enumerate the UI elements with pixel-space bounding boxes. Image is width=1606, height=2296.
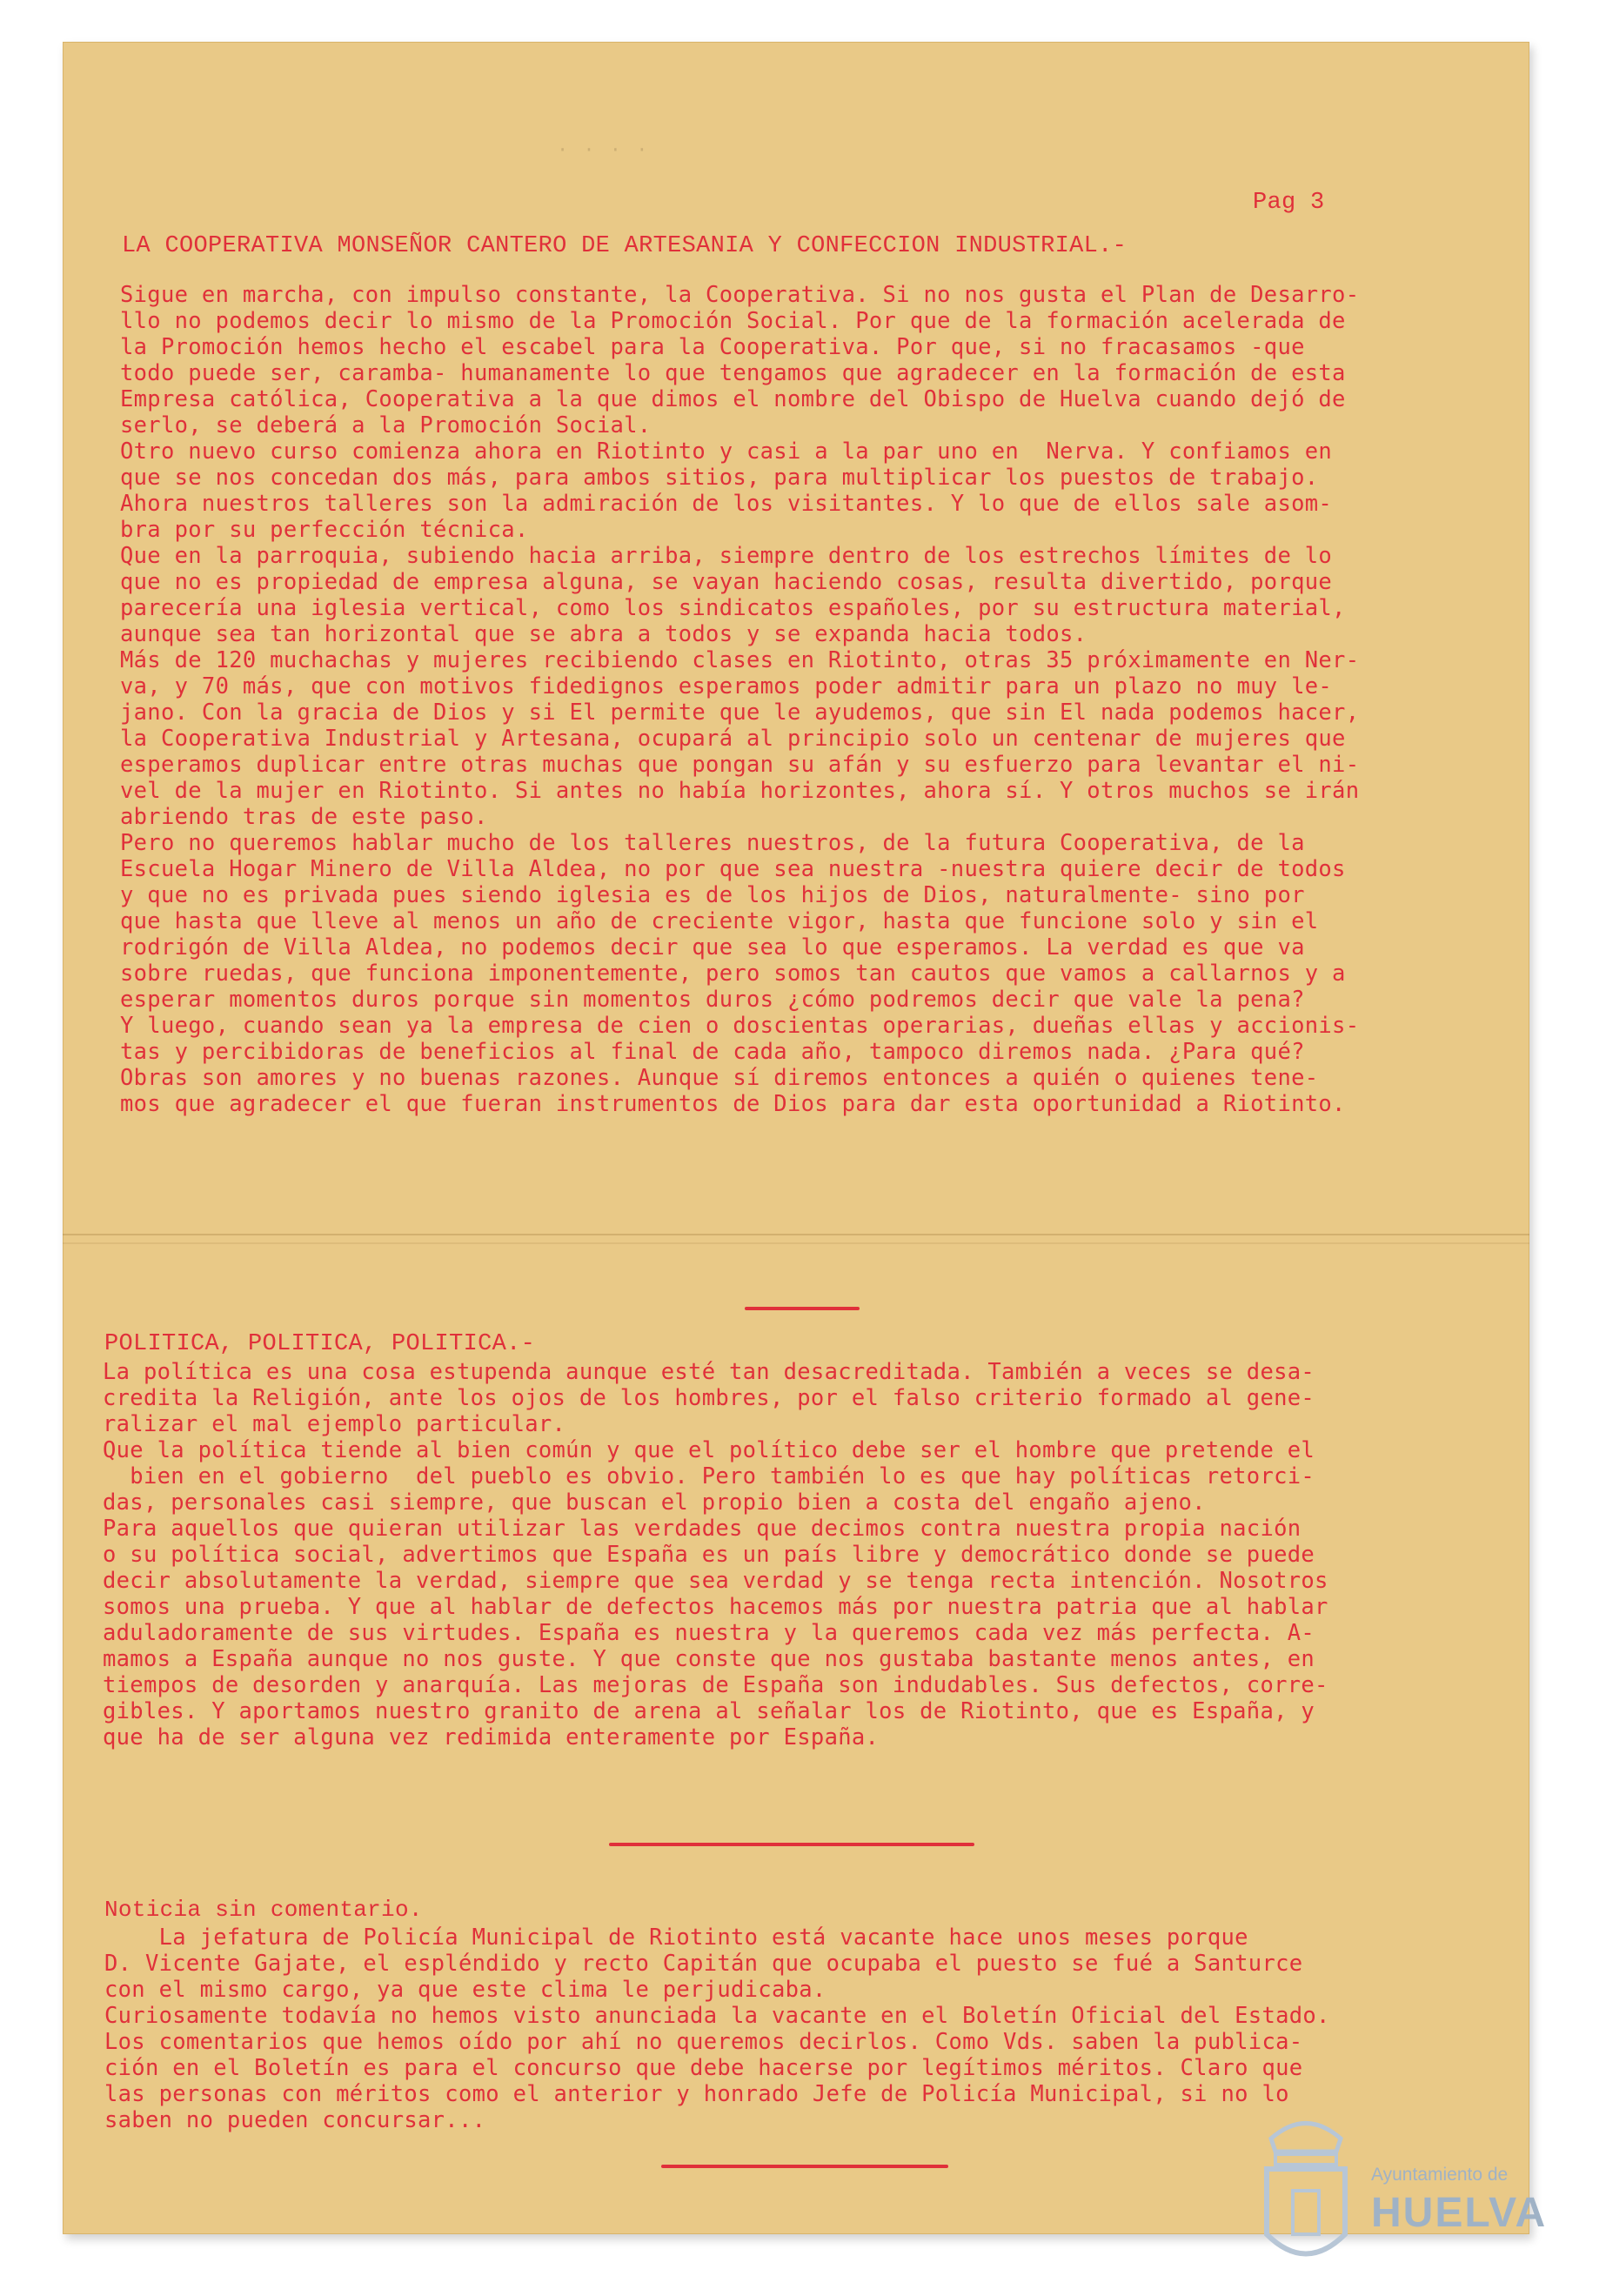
section3-body: La jefatura de Policía Municipal de Riotinto está vacante hace unos meses porque D. Vicente Gajate, el espléndido y recto Capitán que ocupaba el puesto se fué a Santurce con el mismo cargo, ya que este clima le perjudicaba. Curiosamente todavía no hemos visto anunciada la vacante en el Boletín Oficial del Estado. Los comentarios que hemos oído por ahí no queremos decirlos. Como Vds. saben la publica- ción en el Boletín es para el concurso que debe hacerse por legítimos méritos. Claro que las personas con méritos como el anterior y honrado Jefe de Policía Municipal, si no lo saben no pueden concursar... <box>104 1924 1330 2133</box>
section2-body: La política es una cosa estupenda aunque esté tan desacreditada. También a veces se desa- credita la Religión, ante los ojos de los hombres, por el falso criterio formado al gene- ralizar el mal ejemplo particular. Que la política tiende al bien común y que el político debe ser el hombre que pretende el bien en el gobierno del pueblo es obvio. Pero también lo es que hay políticas retorci- das, personales casi siempre, que buscan el propio bien a costa del engaño ajeno. Para aquellos que quieran utilizar las verdades que decimos contra nuestra propia nación o su política social, advertimos que España es un país libre y democrático donde se puede decir absolutamente la verdad, siempre que sea verdad y se tenga recta intención. Nosotros somos una prueba. Y que al hablar de defectos hacemos más por nuestra patria que al hablar aduladoramente de sus virtudes. España es nuestra y la queremos cada vez más perfecta. A- mamos a España aunque no nos guste. Y que conste que nos gustaba bastante menos antes, en tiempos de desorden y anarquía. Las mejoras de España son indudables. Sus defectos, corre- gibles. Y aportamos nuestro granito de arena al señalar los de Riotinto, que es España, y que ha de ser alguna vez redimida enteramente por España. <box>103 1359 1328 1750</box>
fold-line <box>63 1234 1529 1235</box>
section-divider <box>661 2165 948 2168</box>
watermark-line1: Ayuntamiento de <box>1371 2165 1509 2185</box>
page-number: Pag 3 <box>1253 190 1325 216</box>
fold-line <box>63 1242 1529 1244</box>
header-fragment: · · · · <box>557 139 650 161</box>
section1-title: LA COOPERATIVA MONSEÑOR CANTERO DE ARTESANIA Y CONFECCION INDUSTRIAL.- <box>122 233 1128 259</box>
section2-title: POLITICA, POLITICA, POLITICA.- <box>104 1331 536 1357</box>
section1-body: Sigue en marcha, con impulso constante, la Cooperativa. Si no nos gusta el Plan de Desarro- llo no podemos decir lo mismo de la Promoción Social. Por que de la formación acelerada de la Promoción hemos hecho el escabel para la Cooperativa. Por que, si no fracasamos -que todo puede ser, caramba- humanamente lo que tengamos que agradecer en la formación de esta Empresa católica, Cooperativa a la que dimos el nombre del Obispo de Huelva cuando dejó de serlo, se deberá a la Promoción Social. Otro nuevo curso comienza ahora en Riotinto y casi a la par uno en Nerva. Y confiamos en que se nos concedan dos más, para ambos sitios, para multiplicar los puestos de trabajo. Ahora nuestros talleres son la admiración de los visitantes. Y lo que de ellos sale asom- bra por su perfección técnica. Que en la parroquia, subiendo hacia arriba, siempre dentro de los estrechos límites de lo que no es propiedad de empresa alguna, se vayan haciendo cosas, resulta divertido, porque parecería una iglesia vertical, como los sindicatos españoles, por su estructura material, aunque sea tan horizontal que se abra a todos y se expanda hacia todos. Más de 120 muchachas y mujeres recibiendo clases en Riotinto, otras 35 próximamente en Ner- va, y 70 más, que con motivos fidedignos esperamos poder admitir para un plazo no muy le- jano. Con la gracia de Dios y si El permite que le ayudemos, que sin El nada podemos hacer, la Cooperativa Industrial y Artesana, ocupará al principio solo un centenar de mujeres que esperamos duplicar entre otras muchas que pongan su afán y su esfuerzo para levantar el ni- vel de la mujer en Riotinto. Si antes no había horizontes, ahora sí. Y otros muchos se irán abriendo tras de este paso. Pero no queremos hablar mucho de los talleres nuestros, de la futura Cooperativa, de la Escuela Hogar Minero de Villa Aldea, no por que sea nuestra -nuestra quiere decir de todos y que no es privada pues siendo iglesia es de los hijos de Dios, naturalmente- sino por que hasta que lleve al menos un año de creciente vigor, hasta que funcione solo y sin el rodrigón de Villa Aldea, no podemos decir que sea lo que esperamos. La verdad es que va sobre ruedas, que funciona imponentemente, pero somos tan cautos que vamos a callarnos y a esperar momentos duros porque sin momentos duros ¿cómo podremos decir que vale la pena? Y luego, cuando sean ya la empresa de cien o doscientas operarias, dueñas ellas y accionis- tas y percibidoras de beneficios al final de cada año, tampoco diremos nada. ¿Para qué? Obras son amores y no buenas razones. Aunque sí diremos entonces a quién o quienes tene- mos que agradecer el que fueran instrumentos de Dios para dar esta oportunidad a Riotinto. <box>120 282 1360 1117</box>
watermark-line2: HUELVA <box>1371 2190 1548 2236</box>
coat-of-arms-icon <box>1249 2104 1362 2278</box>
section-divider <box>609 1843 974 1846</box>
watermark-logo <box>1249 2104 1548 2278</box>
section-divider <box>745 1307 860 1310</box>
section3-title: Noticia sin comentario. <box>104 1897 423 1923</box>
